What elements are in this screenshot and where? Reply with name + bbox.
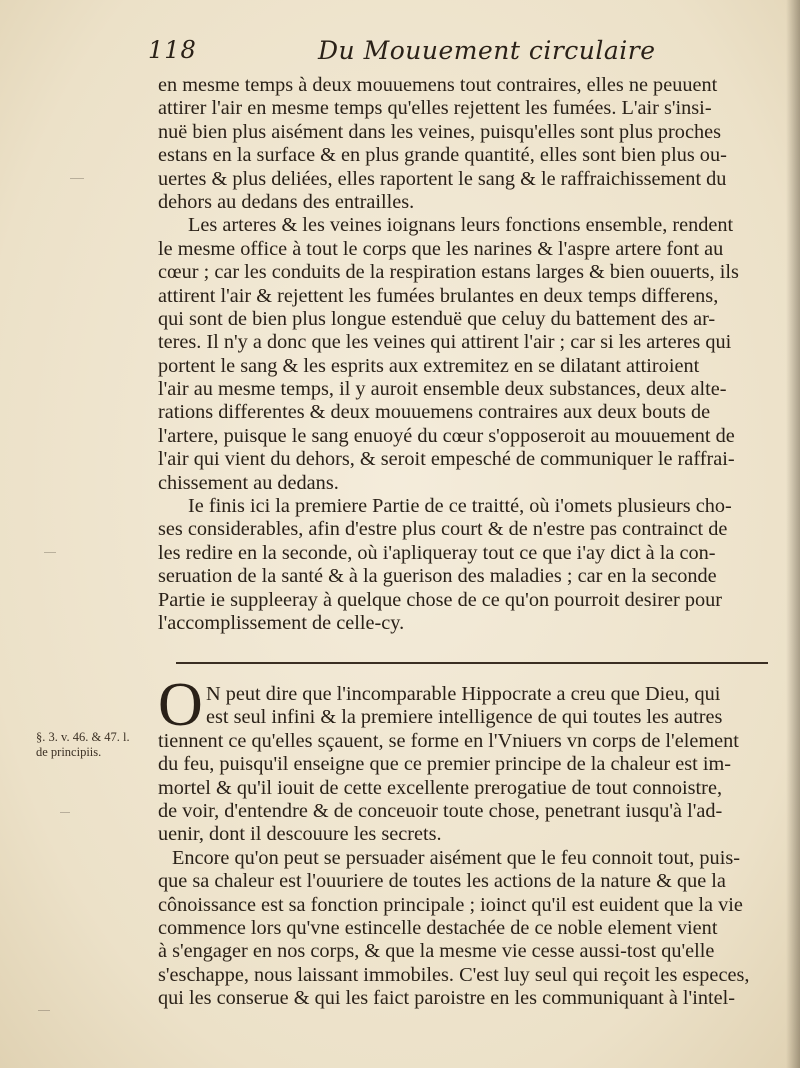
text-line: dehors au dedans des entrailles.: [158, 190, 415, 213]
text-line: ses considerables, afin d'estre plus court & de n'estre pas contrainct de: [158, 518, 728, 541]
text-line: qui les conserue & qui les faict paroistre en les communiquant à l'intel-: [158, 987, 735, 1010]
text-line: l'air au mesme temps, il y auroit ensemble deux substances, deux alte-: [158, 378, 727, 401]
text-line: qui sont de bien plus longue estenduë que celuy du battement des ar-: [158, 307, 716, 330]
text-line: cœur ; car les conduits de la respiration estans larges & bien ouuerts, ils: [158, 261, 739, 284]
text-line: rations differentes & deux mouuemens contraires aux deux bouts de: [158, 401, 711, 424]
text-line: seruation de la santé & à la guerison des maladies ; car en la seconde: [158, 565, 717, 588]
text-line: le mesme office à tout le corps que les narines & l'aspre artere font au: [158, 237, 724, 260]
text-line: portent le sang & les esprits aux extremitez en se dilatant attiroient: [158, 354, 700, 377]
text-line: chissement au dedans.: [158, 471, 339, 494]
text-line: teres. Il n'y a donc que les veines qui attirent l'air ; car si les arteres qui: [158, 331, 732, 354]
text-line: s'eschappe, nous laissant immobiles. C'est luy seul qui reçoit les especes,: [158, 963, 750, 986]
text-line: en mesme temps à deux mouuemens tout contraires, elles ne peuuent: [158, 74, 718, 96]
text-line: Encore qu'on peut se persuader aisément que le feu connoit tout, puis-: [172, 846, 740, 869]
text-line: l'accomplissement de celle-cy.: [158, 611, 405, 634]
text-line: l'artere, puisque le sang enuoyé du cœur s'opposeroit au mouuement de: [158, 424, 735, 447]
text-line: N peut dire que l'incomparable Hippocrate a creu que Dieu, qui: [206, 683, 721, 705]
text-line: Les arteres & les veines ioignans leurs fonctions ensemble, rendent: [188, 214, 734, 237]
text-line: est seul infini & la premiere intelligence de qui toutes les autres: [206, 706, 723, 729]
margin-note: [36, 730, 154, 760]
section-divider-rule: [176, 662, 768, 664]
text-line: mortel & qu'il iouit de cette excellente prerogatiue de tout connoistre,: [158, 776, 723, 799]
text-line: commence lors qu'vne estincelle destachée de ce noble element vient: [158, 916, 718, 939]
text-line: uertes & plus deliées, elles raportent le sang & le raffraichissement du: [158, 167, 727, 190]
body-text-part2: [158, 683, 770, 1010]
pencil-mark: [38, 1010, 50, 1011]
text-line: que sa chaleur est l'ouuriere de toutes les actions de la nature & que la: [158, 870, 726, 893]
page-gutter-shadow: [786, 0, 800, 1068]
body-text-part1: [158, 74, 770, 635]
margin-note-source: de principiis.: [36, 745, 102, 759]
text-line: Ie finis ici la premiere Partie de ce traitté, où i'omets plusieurs cho-: [188, 495, 732, 518]
text-line: de voir, d'entendre & de conceuoir toute chose, penetrant iusqu'à l'ad-: [158, 799, 723, 822]
text-line: les redire en la seconde, où i'apliqueray tout ce que i'ay dict à la con-: [158, 541, 716, 564]
running-head: [148, 36, 768, 70]
pencil-mark: [44, 552, 56, 553]
drop-initial: O: [158, 671, 203, 739]
pencil-mark: [70, 178, 84, 179]
text-line: uenir, dont il descouure les secrets.: [158, 823, 442, 846]
text-line: tiennent ce qu'elles sçauent, se forme en l'Vniuers vn corps de l'element: [158, 729, 739, 752]
margin-note-reference: §. 3. v. 46. & 47. l.: [36, 730, 130, 744]
text-line: cônoissance est sa fonction principale ; ioinct qu'il est euident que la vie: [158, 893, 743, 916]
text-line: attirent l'air & rejettent les fumées brulantes en deux temps differens,: [158, 284, 719, 307]
text-line: estans en la surface & en plus grande quantité, elles sont bien plus ou-: [158, 144, 727, 167]
text-line: attirer l'air en mesme temps qu'elles rejettent les fumées. L'air s'insi-: [158, 97, 712, 120]
text-line: nuë bien plus aisément dans les veines, puisqu'elles sont plus proches: [158, 120, 721, 143]
pencil-mark: [60, 812, 70, 813]
text-line: à s'engager en nos corps, & que la mesme vie cesse aussi-tost qu'elle: [158, 940, 715, 963]
text-line: Partie ie suppleeray à quelque chose de ce qu'on pourroit desirer pour: [158, 588, 723, 611]
page-title: Du Mouuement circulaire: [318, 36, 656, 65]
text-line: l'air qui vient du dehors, & seroit empesché de communiquer le raffrai-: [158, 448, 735, 471]
page-number: 118: [148, 36, 197, 64]
text-line: du feu, puisqu'il enseigne que ce premier principe de la chaleur est im-: [158, 753, 732, 776]
